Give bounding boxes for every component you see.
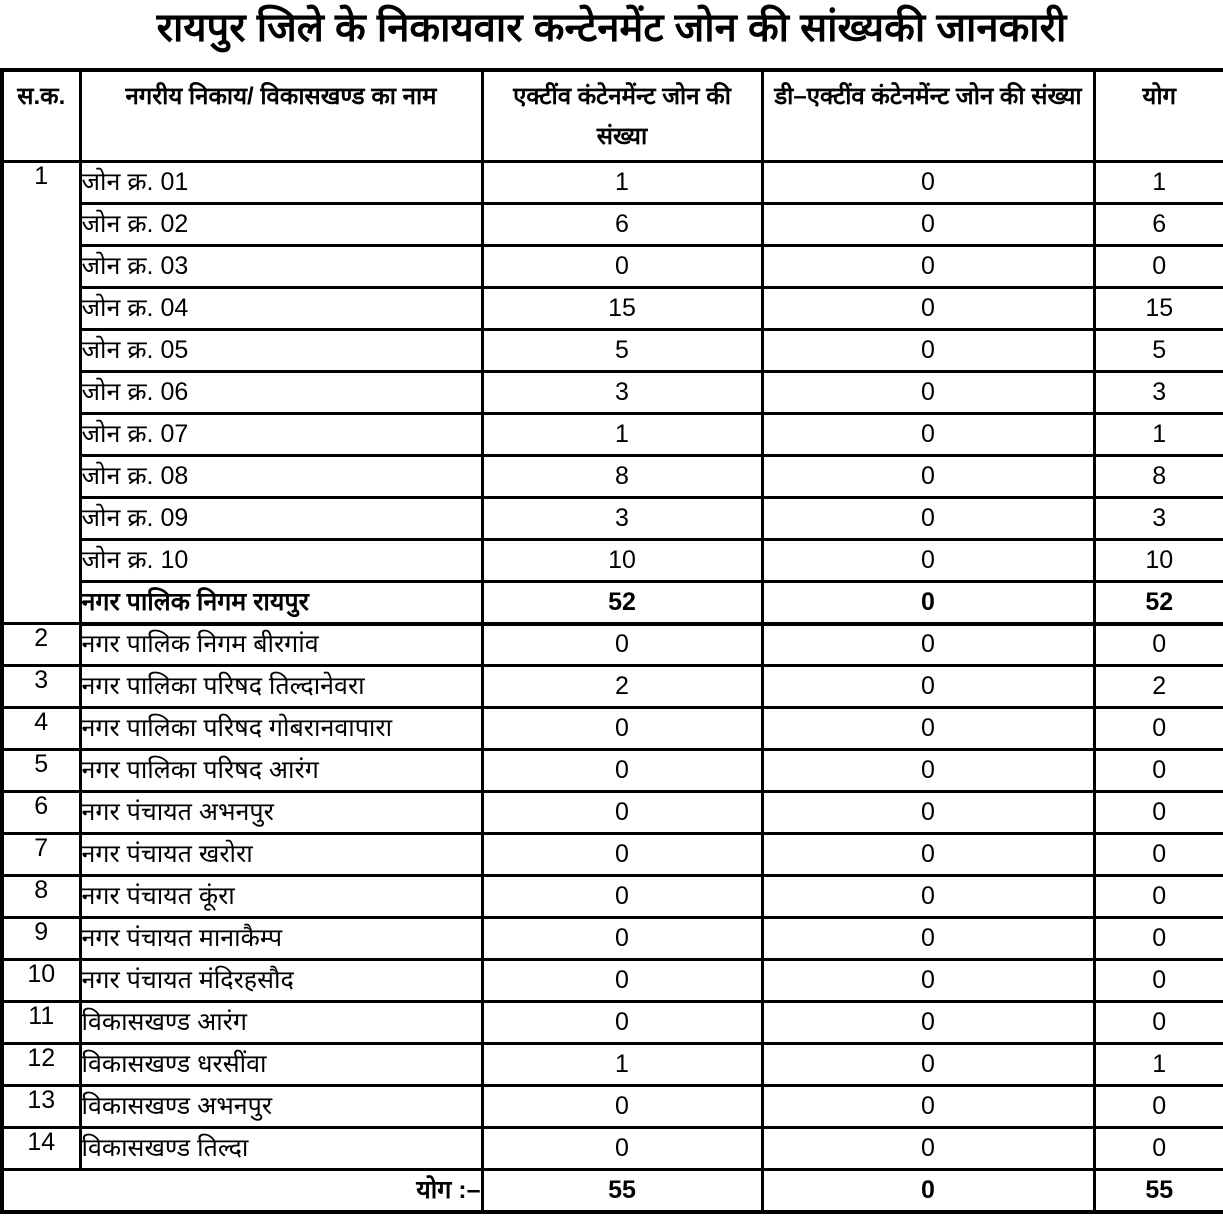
header-total: योग — [1094, 70, 1223, 162]
table-row — [2, 834, 1223, 876]
body-name-cell: जोन क्र. 06 — [80, 372, 482, 414]
row-total-cell: 1 — [1094, 162, 1223, 204]
body-name-cell: जोन क्र. 03 — [80, 246, 482, 288]
table-body — [2, 162, 1223, 1170]
serial-cell: 12 — [2, 1044, 80, 1086]
row-total-cell: 0 — [1094, 1128, 1223, 1170]
serial-cell: 13 — [2, 1086, 80, 1128]
table-row — [2, 666, 1223, 708]
body-name-cell: जोन क्र. 07 — [80, 414, 482, 456]
body-name-cell: नगर पालिका परिषद आरंग — [80, 750, 482, 792]
table-row — [2, 330, 1223, 372]
table-row — [2, 624, 1223, 666]
header-row — [2, 70, 1223, 162]
table-row — [2, 1002, 1223, 1044]
row-total-cell: 0 — [1094, 1086, 1223, 1128]
active-count-cell: 0 — [482, 750, 762, 792]
row-total-cell: 5 — [1094, 330, 1223, 372]
table-header — [2, 70, 1223, 162]
active-count-cell: 0 — [482, 918, 762, 960]
serial-cell: 8 — [2, 876, 80, 918]
row-total-cell: 0 — [1094, 960, 1223, 1002]
header-serial: स.क. — [2, 70, 80, 162]
table-row — [2, 456, 1223, 498]
row-total-cell: 3 — [1094, 498, 1223, 540]
row-total-cell: 8 — [1094, 456, 1223, 498]
serial-cell: 11 — [2, 1002, 80, 1044]
row-total-cell: 0 — [1094, 1002, 1223, 1044]
active-count-cell: 5 — [482, 330, 762, 372]
table-row — [2, 498, 1223, 540]
row-total-cell: 0 — [1094, 246, 1223, 288]
table-row — [2, 1044, 1223, 1086]
table-row — [2, 414, 1223, 456]
active-count-cell: 0 — [482, 708, 762, 750]
serial-cell: 1 — [2, 162, 80, 624]
deactive-count-cell: 0 — [762, 708, 1094, 750]
body-name-cell: विकासखण्ड अभनपुर — [80, 1086, 482, 1128]
active-count-cell: 1 — [482, 1044, 762, 1086]
total-row — [2, 1170, 1223, 1212]
body-name-cell: नगर पालिक निगम बीरगांव — [80, 624, 482, 666]
active-count-cell: 0 — [482, 624, 762, 666]
active-count-cell: 6 — [482, 204, 762, 246]
row-total-cell: 52 — [1094, 582, 1223, 624]
deactive-count-cell: 0 — [762, 666, 1094, 708]
row-total-cell: 1 — [1094, 1044, 1223, 1086]
active-count-cell: 3 — [482, 498, 762, 540]
active-count-cell: 0 — [482, 834, 762, 876]
body-name-cell: नगर पंचायत खरोरा — [80, 834, 482, 876]
body-name-cell: नगर पालिका परिषद गोबरानवापारा — [80, 708, 482, 750]
deactive-count-cell: 0 — [762, 204, 1094, 246]
body-name-cell: जोन क्र. 10 — [80, 540, 482, 582]
table-row — [2, 288, 1223, 330]
total-deactive-cell: 0 — [762, 1170, 1094, 1212]
deactive-count-cell: 0 — [762, 246, 1094, 288]
row-total-cell: 0 — [1094, 792, 1223, 834]
table-row — [2, 1128, 1223, 1170]
body-name-cell: नगर पंचायत मानाकैम्प — [80, 918, 482, 960]
serial-cell: 7 — [2, 834, 80, 876]
deactive-count-cell: 0 — [762, 750, 1094, 792]
table-row — [2, 204, 1223, 246]
table-row — [2, 540, 1223, 582]
deactive-count-cell: 0 — [762, 918, 1094, 960]
active-count-cell: 0 — [482, 792, 762, 834]
active-count-cell: 3 — [482, 372, 762, 414]
active-count-cell: 15 — [482, 288, 762, 330]
body-name-cell: नगर पंचायत अभनपुर — [80, 792, 482, 834]
deactive-count-cell: 0 — [762, 1128, 1094, 1170]
table-footer — [2, 1170, 1223, 1212]
row-total-cell: 0 — [1094, 624, 1223, 666]
containment-zone-table — [0, 68, 1223, 1214]
deactive-count-cell: 0 — [762, 162, 1094, 204]
table-row — [2, 246, 1223, 288]
deactive-count-cell: 0 — [762, 288, 1094, 330]
header-deactive-zone-count: डी–एक्टींव कंटेनमेंन्ट जोन की संख्या — [762, 70, 1094, 162]
body-name-cell: जोन क्र. 05 — [80, 330, 482, 372]
row-total-cell: 15 — [1094, 288, 1223, 330]
row-total-cell: 6 — [1094, 204, 1223, 246]
deactive-count-cell: 0 — [762, 582, 1094, 624]
row-total-cell: 0 — [1094, 876, 1223, 918]
active-count-cell: 0 — [482, 1086, 762, 1128]
body-name-cell: जोन क्र. 04 — [80, 288, 482, 330]
active-count-cell: 2 — [482, 666, 762, 708]
body-name-cell: जोन क्र. 08 — [80, 456, 482, 498]
serial-cell: 10 — [2, 960, 80, 1002]
document-page — [0, 2, 1223, 1214]
deactive-count-cell: 0 — [762, 456, 1094, 498]
table-row — [2, 792, 1223, 834]
body-name-cell: विकासखण्ड तिल्दा — [80, 1128, 482, 1170]
deactive-count-cell: 0 — [762, 498, 1094, 540]
table-row — [2, 372, 1223, 414]
body-name-cell: विकासखण्ड धरसींवा — [80, 1044, 482, 1086]
active-count-cell: 8 — [482, 456, 762, 498]
serial-cell: 4 — [2, 708, 80, 750]
header-body-name: नगरीय निकाय/ विकासखण्ड का नाम — [80, 70, 482, 162]
deactive-count-cell: 0 — [762, 330, 1094, 372]
header-active-zone-count: एक्टींव कंटेनमेंन्ट जोन की संख्या — [482, 70, 762, 162]
page-title: रायपुर जिले के निकायवार कन्टेनमेंट जोन की सांख्यकी जानकारी — [156, 6, 1067, 50]
deactive-count-cell: 0 — [762, 1086, 1094, 1128]
active-count-cell: 52 — [482, 582, 762, 624]
total-active-cell: 55 — [482, 1170, 762, 1212]
table-row — [2, 876, 1223, 918]
deactive-count-cell: 0 — [762, 1002, 1094, 1044]
table-row — [2, 1086, 1223, 1128]
body-name-cell: जोन क्र. 02 — [80, 204, 482, 246]
deactive-count-cell: 0 — [762, 960, 1094, 1002]
row-total-cell: 10 — [1094, 540, 1223, 582]
body-name-cell: नगर पंचायत कूंरा — [80, 876, 482, 918]
serial-cell: 9 — [2, 918, 80, 960]
table-row — [2, 708, 1223, 750]
deactive-count-cell: 0 — [762, 834, 1094, 876]
body-name-cell: नगर पालिक निगम रायपुर — [80, 582, 482, 624]
deactive-count-cell: 0 — [762, 372, 1094, 414]
body-name-cell: विकासखण्ड आरंग — [80, 1002, 482, 1044]
active-count-cell: 0 — [482, 1002, 762, 1044]
serial-cell: 14 — [2, 1128, 80, 1170]
active-count-cell: 0 — [482, 876, 762, 918]
row-total-cell: 0 — [1094, 708, 1223, 750]
body-name-cell: जोन क्र. 01 — [80, 162, 482, 204]
serial-cell: 6 — [2, 792, 80, 834]
row-total-cell: 0 — [1094, 750, 1223, 792]
deactive-count-cell: 0 — [762, 414, 1094, 456]
active-count-cell: 0 — [482, 960, 762, 1002]
deactive-count-cell: 0 — [762, 624, 1094, 666]
body-name-cell: नगर पंचायत मंदिरहसौद — [80, 960, 482, 1002]
serial-cell: 5 — [2, 750, 80, 792]
active-count-cell: 10 — [482, 540, 762, 582]
table-row — [2, 918, 1223, 960]
row-total-cell: 0 — [1094, 834, 1223, 876]
serial-cell: 3 — [2, 666, 80, 708]
active-count-cell: 1 — [482, 414, 762, 456]
deactive-count-cell: 0 — [762, 876, 1094, 918]
active-count-cell: 1 — [482, 162, 762, 204]
row-total-cell: 0 — [1094, 918, 1223, 960]
deactive-count-cell: 0 — [762, 792, 1094, 834]
table-row — [2, 162, 1223, 204]
row-total-cell: 2 — [1094, 666, 1223, 708]
body-name-cell: जोन क्र. 09 — [80, 498, 482, 540]
total-label-cell: योग :– — [2, 1170, 482, 1212]
table-row — [2, 750, 1223, 792]
row-total-cell: 1 — [1094, 414, 1223, 456]
deactive-count-cell: 0 — [762, 540, 1094, 582]
table-row — [2, 960, 1223, 1002]
total-sum-cell: 55 — [1094, 1170, 1223, 1212]
deactive-count-cell: 0 — [762, 1044, 1094, 1086]
active-count-cell: 0 — [482, 246, 762, 288]
body-name-cell: नगर पालिका परिषद तिल्दानेवरा — [80, 666, 482, 708]
serial-cell: 2 — [2, 624, 80, 666]
table-row — [2, 582, 1223, 624]
row-total-cell: 3 — [1094, 372, 1223, 414]
active-count-cell: 0 — [482, 1128, 762, 1170]
